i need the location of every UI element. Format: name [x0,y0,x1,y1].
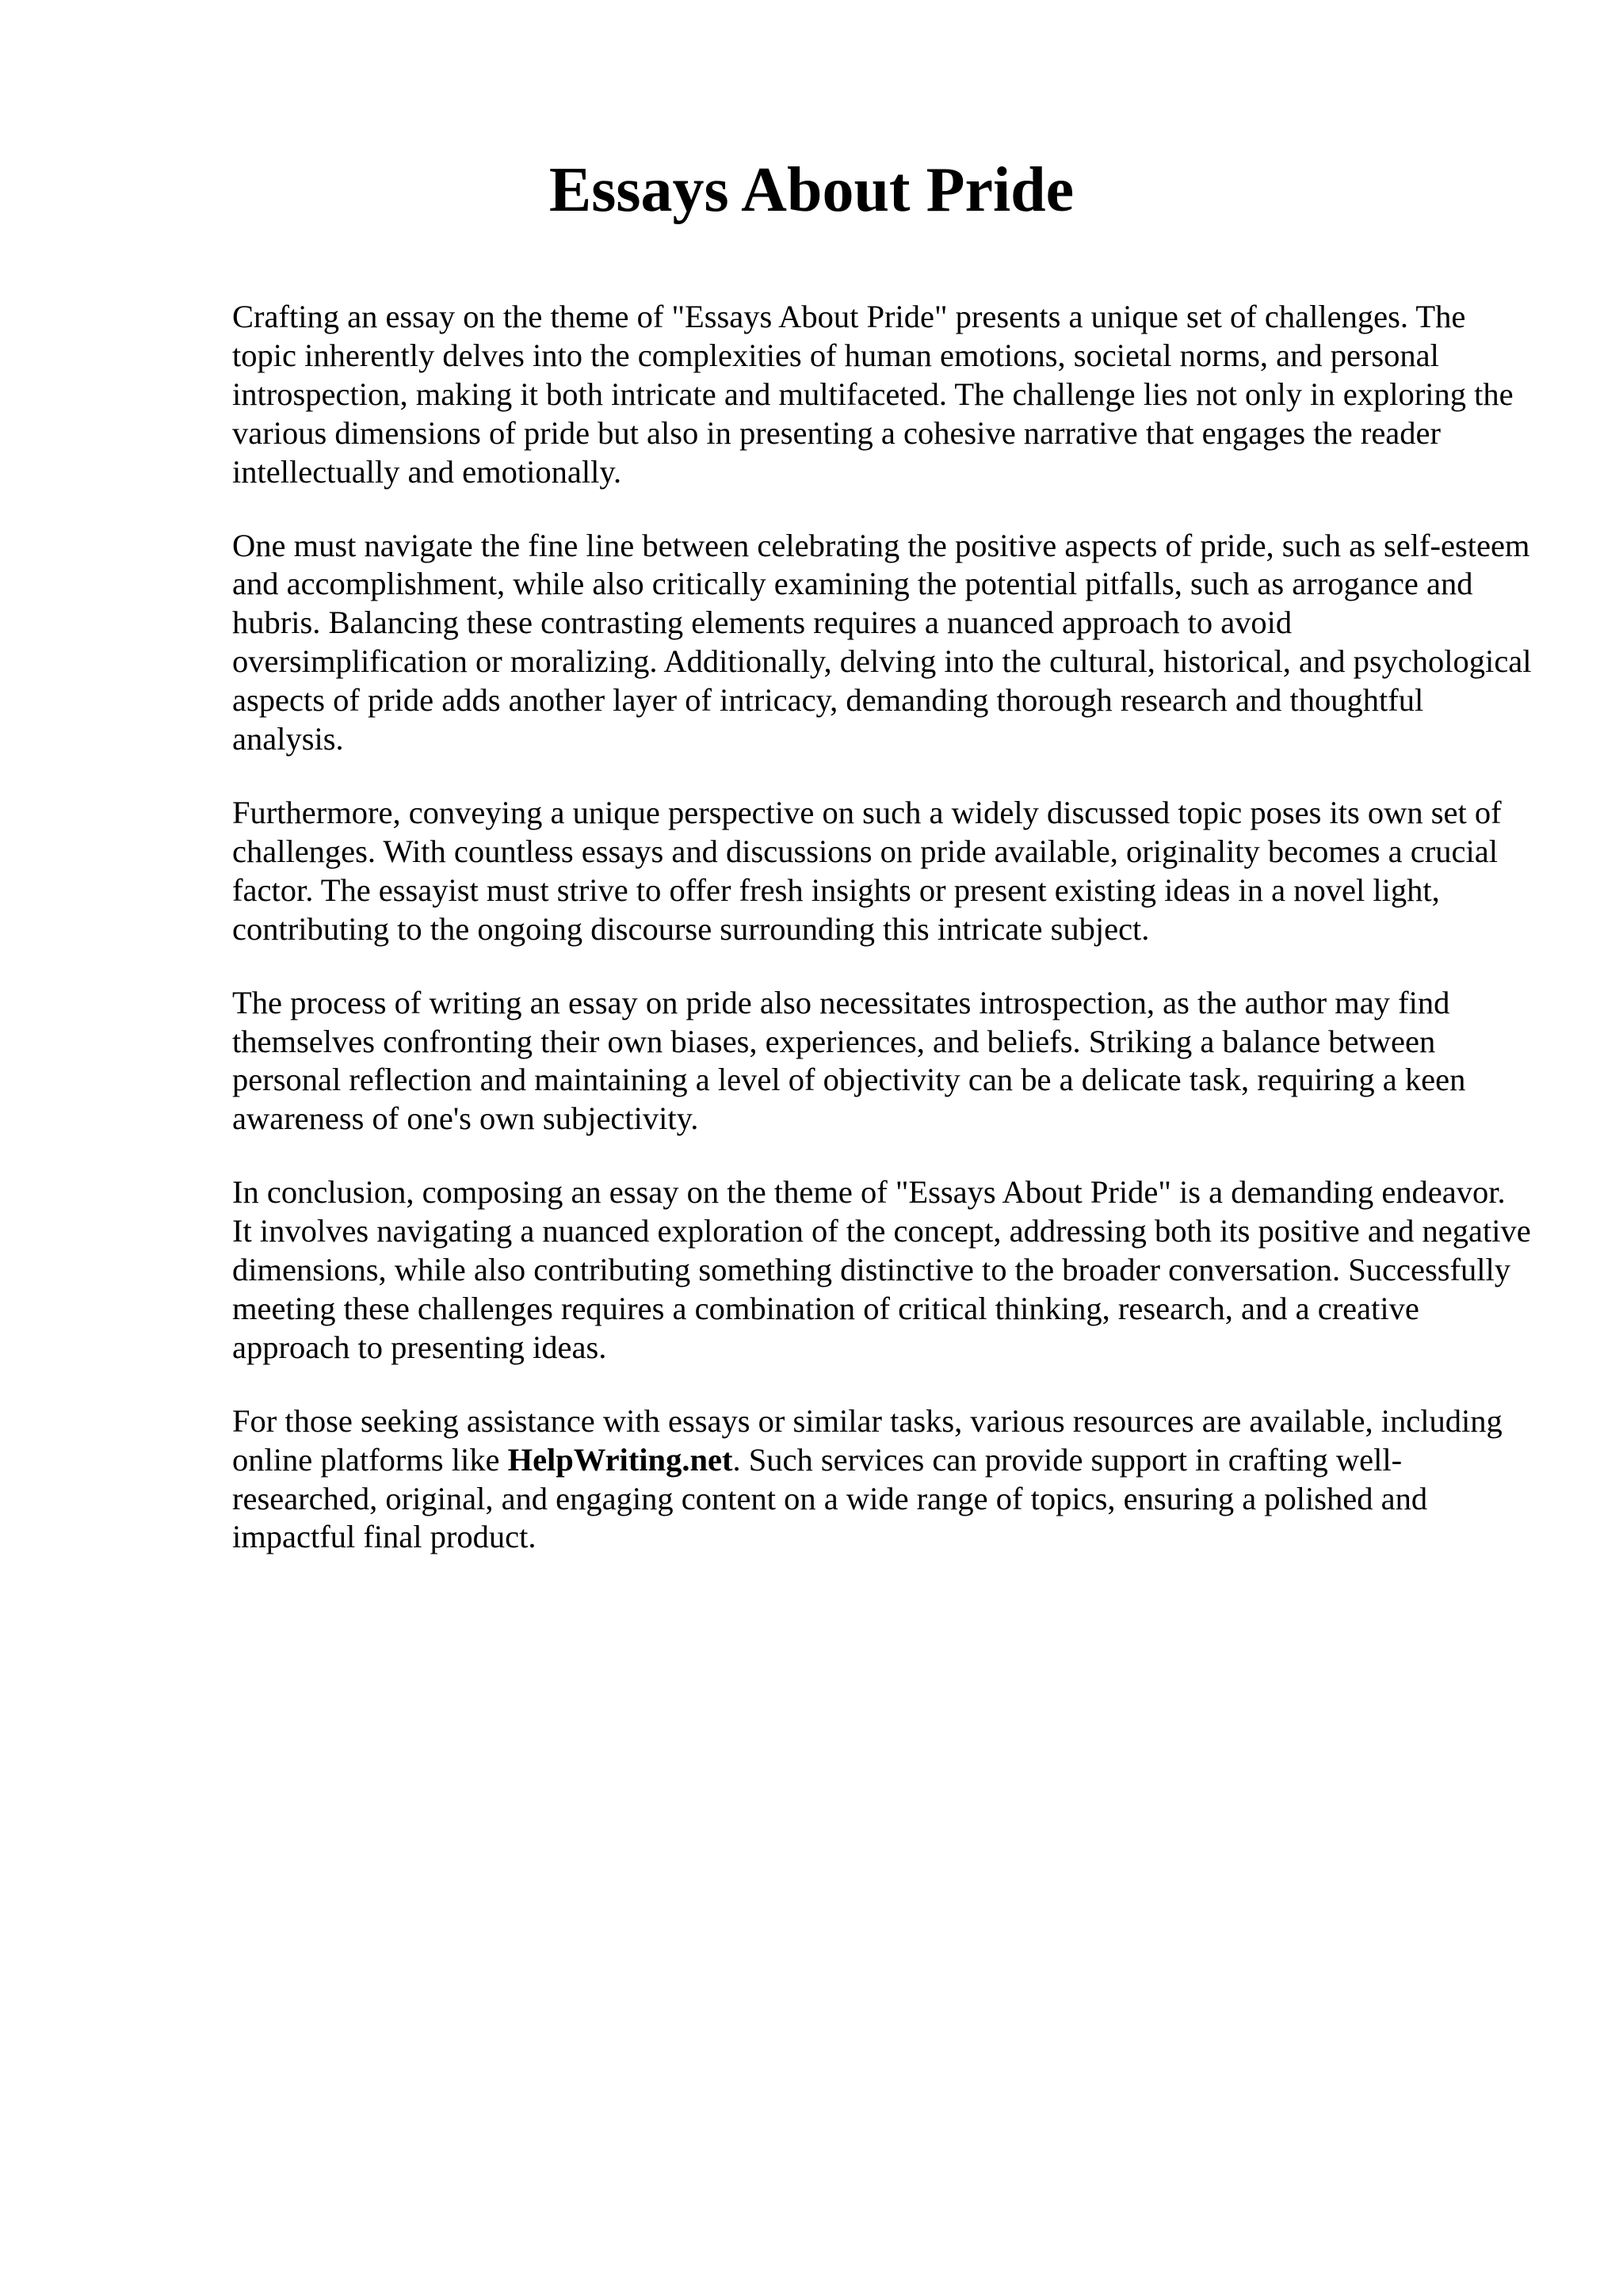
brand-name: HelpWriting.net [507,1441,733,1478]
paragraph-2: One must navigate the fine line between celebrating the positive aspects of pride, such as self-esteem and accomplishment, while also critically examining the potential pitfalls, such as arrogance and hubris. Balancing these contrasting elements requires a nuanced approach to avoid oversimplification or moralizing. Additionally, delving into the cultural, historical, and psychological aspects of pride adds another layer of intricacy, demanding thorough research and thoughtful analysis. [232,527,1532,757]
closing-text-after: . Such services can provide support in crafting well-researched, original, and engaging content on a wide range of topics, ensuring a polished and impactful final product. [232,1441,1428,1555]
paragraph-4: The process of writing an essay on pride also necessitates introspection, as the author may find themselves confronting their own biases, experiences, and beliefs. Striking a balance between personal reflection and maintaining a level of objectivity can be a delicate task, requiring a keen awareness of one's own subjectivity. [232,984,1466,1137]
closing-text-before: For those seeking assistance with essays or similar tasks, various resources are available, including online platforms like [232,1402,1503,1478]
paragraph-3: Furthermore, conveying a unique perspective on such a widely discussed topic poses its own set of challenges. With countless essays and discussions on pride available, originality becomes a crucial factor. The essayist must strive to offer fresh insights or present existing ideas in a novel light, contributing to the ongoing discourse surrounding this intricate subject. [232,794,1502,947]
paragraph-5: In conclusion, composing an essay on the theme of "Essays About Pride" is a demanding endeavor. It involves navigating a nuanced exploration of the concept, addressing both its positive and negative dimensions, while also contributing something distinctive to the broader conversation. Successfully meeting these challenges requires a combination of critical thinking, research, and a creative approach to presenting ideas. [232,1174,1531,1365]
closing-paragraph [232,1402,1532,1558]
paragraph-1: Crafting an essay on the theme of "Essays About Pride" presents a unique set of challenges. The topic inherently delves into the complexities of human emotions, societal norms, and personal introspection, making it both intricate and multifaceted. The challenge lies not only in exploring the various dimensions of pride but also in presenting a cohesive narrative that engages the reader intellectually and emotionally. [232,299,1514,490]
document-body [232,298,1532,1557]
page-title: Essays About Pride [548,155,1075,225]
